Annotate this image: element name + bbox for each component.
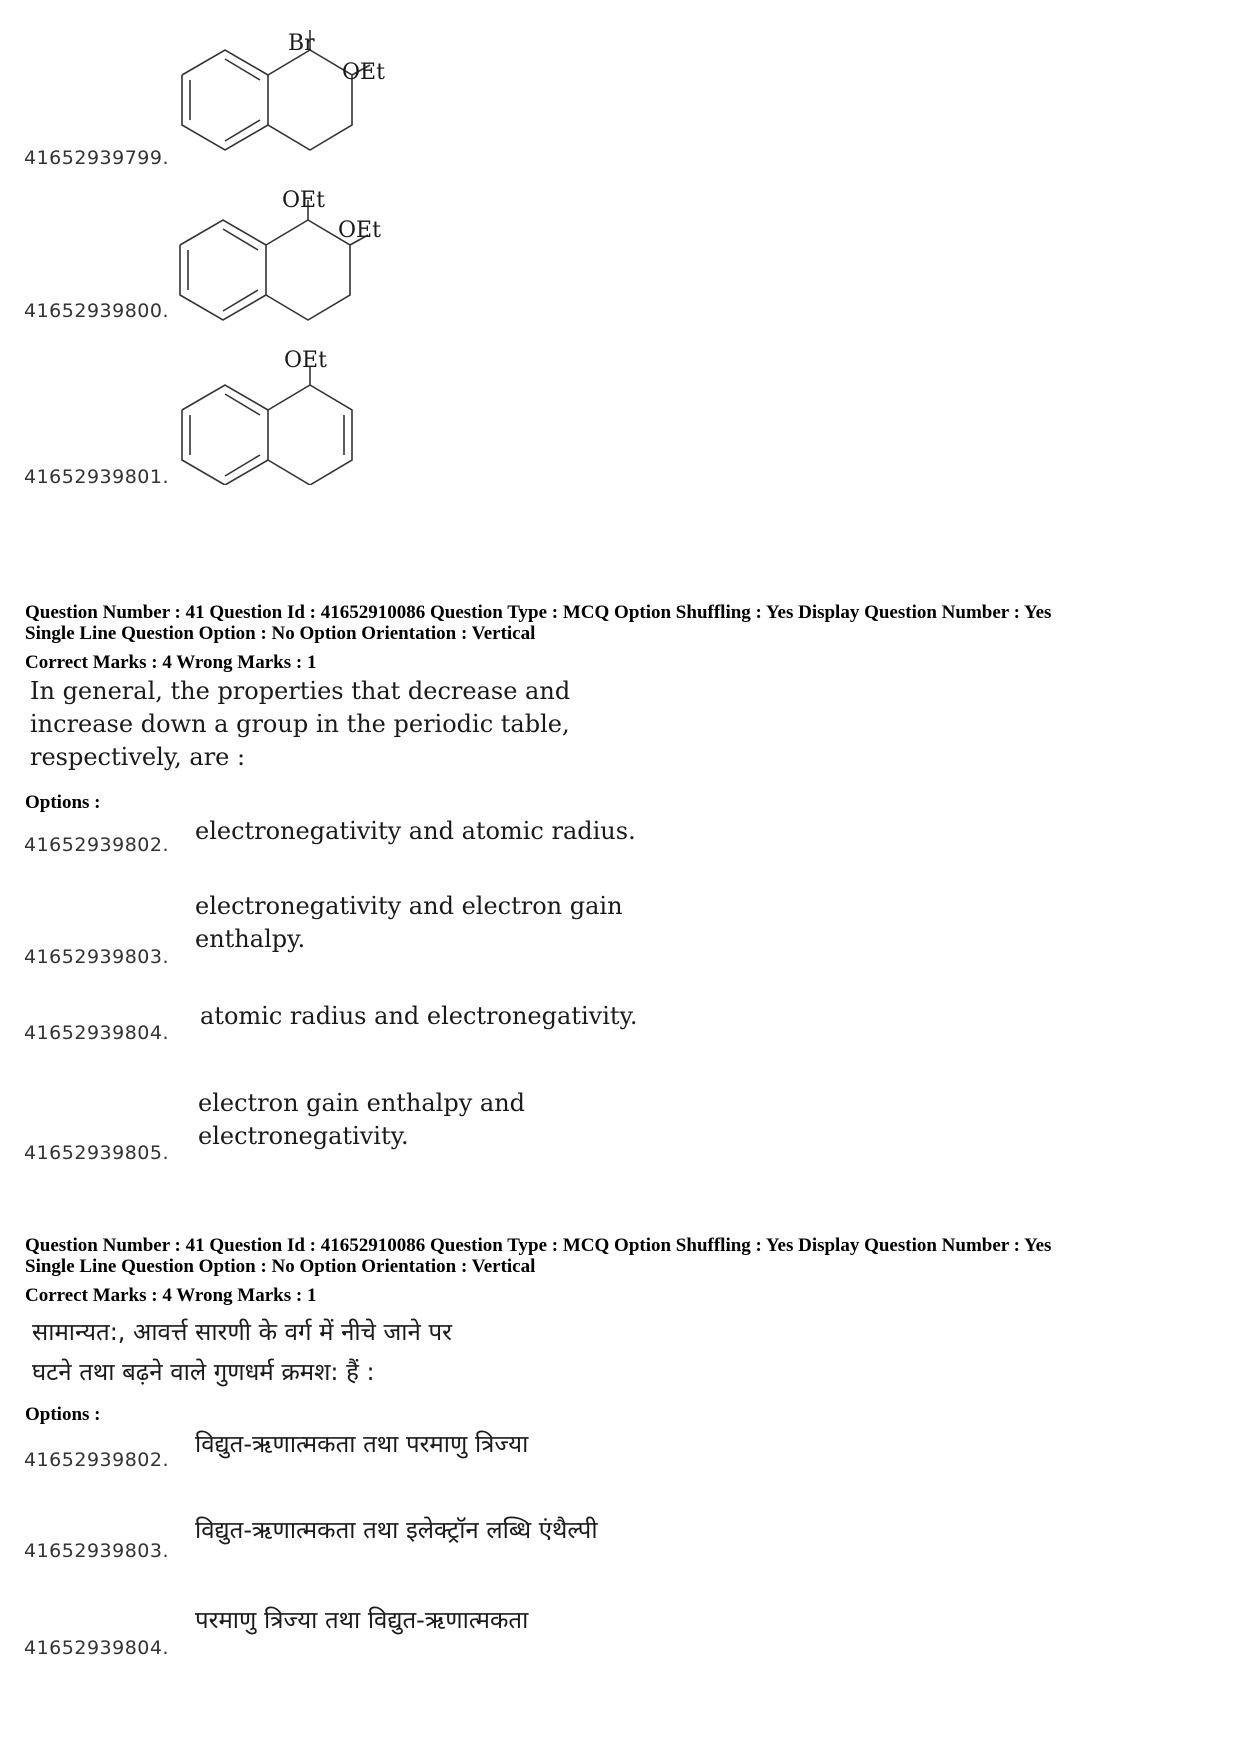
ethoxy-label: OEt: [342, 60, 385, 85]
option-text[interactable]: विद्युत-ऋणात्मकता तथा इलेक्ट्रॉन लब्धि एंथैल्पी: [195, 1516, 598, 1544]
marks-line: Correct Marks : 4 Wrong Marks : 1: [25, 1285, 317, 1306]
question-text: In general, the properties that decrease and increase down a group in the periodic table, respectively, are :: [30, 677, 571, 771]
option-text[interactable]: electronegativity and electron gain enthalpy.: [195, 892, 623, 953]
option-id: 41652939802.: [24, 834, 170, 856]
options-label: Options :: [25, 1404, 101, 1425]
question-meta-line: Single Line Question Option : No Option Orientation : Vertical: [25, 1256, 536, 1277]
ethoxy-label: OEt: [284, 348, 327, 373]
ethoxy-label: OEt: [282, 188, 325, 213]
option-id: 41652939799.: [24, 147, 170, 169]
question-meta-line: Single Line Question Option : No Option Orientation : Vertical: [25, 623, 536, 644]
structure-ethoxy-dihydronaphthalene: [170, 345, 430, 485]
option-id: 41652939802.: [24, 1449, 170, 1471]
option-id: 41652939801.: [24, 466, 170, 488]
option-id: 41652939803.: [24, 946, 170, 968]
structure-bromo-ethoxy-tetralin: [170, 25, 430, 165]
question-meta-line: Question Number : 41 Question Id : 41652910086 Question Type : MCQ Option Shuffling : Yes Display Question Number : Yes: [25, 602, 1052, 623]
marks-line: Correct Marks : 4 Wrong Marks : 1: [25, 652, 317, 673]
bromine-label: Br: [288, 31, 315, 56]
option-text[interactable]: electron gain enthalpy and electronegativity.: [198, 1089, 526, 1150]
option-id: 41652939800.: [24, 300, 170, 322]
option-text[interactable]: परमाणु त्रिज्या तथा विद्युत-ऋणात्मकता: [195, 1606, 529, 1634]
option-text[interactable]: विद्युत-ऋणात्मकता तथा परमाणु त्रिज्या: [195, 1430, 529, 1458]
structure-diethoxy-tetralin: [170, 185, 430, 325]
option-text[interactable]: atomic radius and electronegativity.: [200, 1002, 638, 1030]
option-id: 41652939805.: [24, 1142, 170, 1164]
question-meta-line: Question Number : 41 Question Id : 41652910086 Question Type : MCQ Option Shuffling : Yes Display Question Number : Yes: [25, 1235, 1052, 1256]
option-id: 41652939803.: [24, 1540, 170, 1562]
option-id: 41652939804.: [24, 1637, 170, 1659]
question-text: सामान्यत:, आवर्त्त सारणी के वर्ग में नीचे जाने पर घटने तथा बढ़ने वाले गुणधर्म क्रमश: हैं :: [32, 1318, 452, 1386]
option-id: 41652939804.: [24, 1022, 170, 1044]
ethoxy-label: OEt: [338, 218, 381, 243]
options-label: Options :: [25, 792, 101, 813]
option-text[interactable]: electronegativity and atomic radius.: [195, 817, 636, 845]
